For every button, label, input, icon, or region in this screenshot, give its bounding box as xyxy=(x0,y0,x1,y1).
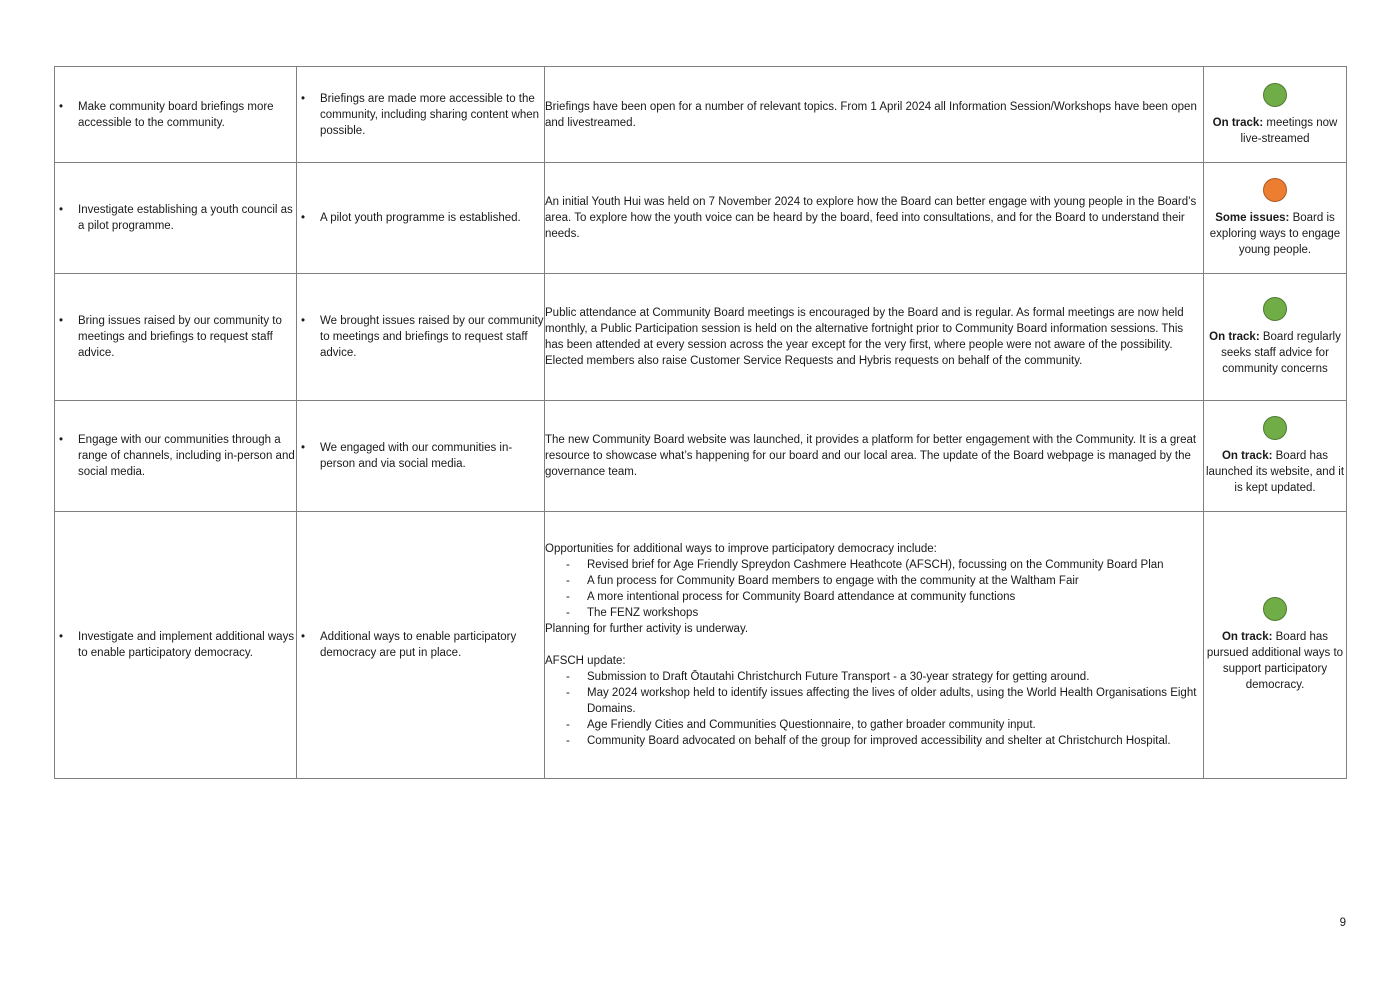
action-text: • Investigate establishing a youth council as a pilot programme. xyxy=(55,202,296,234)
status-text-wrap xyxy=(1204,329,1346,377)
progress-cell xyxy=(545,512,1204,779)
action-text: • Bring issues raised by our community to meetings and briefings to request staff advice. xyxy=(55,313,296,361)
status-indicator-icon xyxy=(1263,297,1287,321)
outcome-cell xyxy=(297,67,545,163)
action-cell xyxy=(55,67,297,163)
status-indicator-icon xyxy=(1263,597,1287,621)
status-cell xyxy=(1204,67,1347,163)
outcome-text: • We brought issues raised by our community to meetings and briefings to request staff advice. xyxy=(297,313,544,361)
action-text: • Engage with our communities through a range of channels, including in-person and social media. xyxy=(55,432,296,480)
outcome-cell xyxy=(297,401,545,512)
status-text: meetings now live-streamed xyxy=(1240,116,1338,145)
status-cell xyxy=(1204,512,1347,779)
progress-table xyxy=(54,66,1347,779)
table-row xyxy=(55,401,1347,512)
list-item: - Age Friendly Cities and Communities Questionnaire, to gather broader community input. xyxy=(545,717,1203,733)
outcome-cell xyxy=(297,512,545,779)
progress-cell xyxy=(545,401,1204,512)
table-row xyxy=(55,67,1347,163)
table-row xyxy=(55,163,1347,274)
progress-cell xyxy=(545,274,1204,401)
action-cell xyxy=(55,401,297,512)
status-cell xyxy=(1204,274,1347,401)
status-text-wrap xyxy=(1204,629,1346,693)
progress-mid: Planning for further activity is underway. xyxy=(545,623,749,635)
status-text-wrap xyxy=(1204,210,1346,258)
action-text: • Investigate and implement additional ways to enable participatory democracy. xyxy=(55,629,296,661)
status-indicator-icon xyxy=(1263,83,1287,107)
status-indicator-icon xyxy=(1263,178,1287,202)
list-item: - The FENZ workshops xyxy=(545,605,1203,621)
outcome-text: • Briefings are made more accessible to the community, including sharing content when possible. xyxy=(297,91,544,139)
status-cell xyxy=(1204,163,1347,274)
opportunities-list xyxy=(545,557,1203,621)
page-number: 9 xyxy=(1339,917,1346,929)
afsch-list xyxy=(545,669,1203,749)
status-text: Board has pursued additional ways to support participatory democracy. xyxy=(1206,631,1344,691)
action-cell xyxy=(55,274,297,401)
action-cell xyxy=(55,163,297,274)
progress-text: An initial Youth Hui was held on 7 November 2024 to explore how the Board can better engage with young people in the Board’s area. To explore how the youth voice can be heard by the board, feed into consultations, and for the Board to understand their needs. xyxy=(545,196,1197,240)
list-item: - May 2024 workshop held to identify issues affecting the lives of older adults, using the World Health Organisations Eight Domains. xyxy=(545,685,1203,717)
progress-cell xyxy=(545,67,1204,163)
list-item: - Submission to Draft Ōtautahi Christchurch Future Transport - a 30-year strategy for getting around. xyxy=(545,669,1203,685)
table-row xyxy=(55,274,1347,401)
outcome-text: • Additional ways to enable participatory democracy are put in place. xyxy=(297,629,544,661)
list-item: - Community Board advocated on behalf of the group for improved accessibility and shelter at Christchurch Hospital. xyxy=(545,733,1203,749)
status-label: Some issues: xyxy=(1215,212,1290,224)
outcome-cell xyxy=(297,163,545,274)
status-text: Board has launched its website, and it is kept updated. xyxy=(1205,450,1345,494)
afsch-heading: AFSCH update: xyxy=(545,655,626,667)
status-label: On track: xyxy=(1221,450,1273,462)
status-cell xyxy=(1204,401,1347,512)
outcome-text: • We engaged with our communities in-person and via social media. xyxy=(297,440,544,472)
status-text: Board is exploring ways to engage young people. xyxy=(1209,212,1341,256)
list-item: - Revised brief for Age Friendly Spreydon Cashmere Heathcote (AFSCH), focussing on the Community Board Plan xyxy=(545,557,1203,573)
progress-text: Public attendance at Community Board meetings is encouraged by the Board and is regular. As formal meetings are now held monthly, a Public Participation session is held on the alternative fortnight prior to Community Board information sessions. This has been attended at every session across the year except for the very first, where people were not aware of the possibility. Elected members also raise Customer Service Requests and Hybris requests on behalf of the community. xyxy=(545,307,1184,367)
progress-intro: Opportunities for additional ways to improve participatory democracy include: xyxy=(545,543,937,555)
list-item: - A fun process for Community Board members to engage with the community at the Waltham Fair xyxy=(545,573,1203,589)
action-cell xyxy=(55,512,297,779)
status-indicator-icon xyxy=(1263,416,1287,440)
status-label: On track: xyxy=(1212,116,1264,129)
progress-text: Briefings have been open for a number of relevant topics. From 1 April 2024 all Information Session/Workshops have been open and livestreamed. xyxy=(545,100,1197,129)
outcome-text: • A pilot youth programme is established. xyxy=(297,210,544,226)
action-text: • Make community board briefings more accessible to the community. xyxy=(55,99,296,131)
outcome-cell xyxy=(297,274,545,401)
progress-text: The new Community Board website was launched, it provides a platform for better engagement with the Community. It is a great resource to showcase what’s happening for our board and our local area. The update of the Board webpage is managed by the governance team. xyxy=(545,434,1197,478)
list-item: - A more intentional process for Community Board attendance at community functions xyxy=(545,589,1203,605)
table-row xyxy=(55,512,1347,779)
progress-cell xyxy=(545,163,1204,274)
status-label: On track: xyxy=(1209,331,1260,343)
status-text-wrap xyxy=(1204,448,1346,496)
status-text: Board regularly seeks staff advice for community concerns xyxy=(1221,331,1341,375)
status-label: On track: xyxy=(1221,631,1273,643)
status-text-wrap xyxy=(1204,115,1346,147)
